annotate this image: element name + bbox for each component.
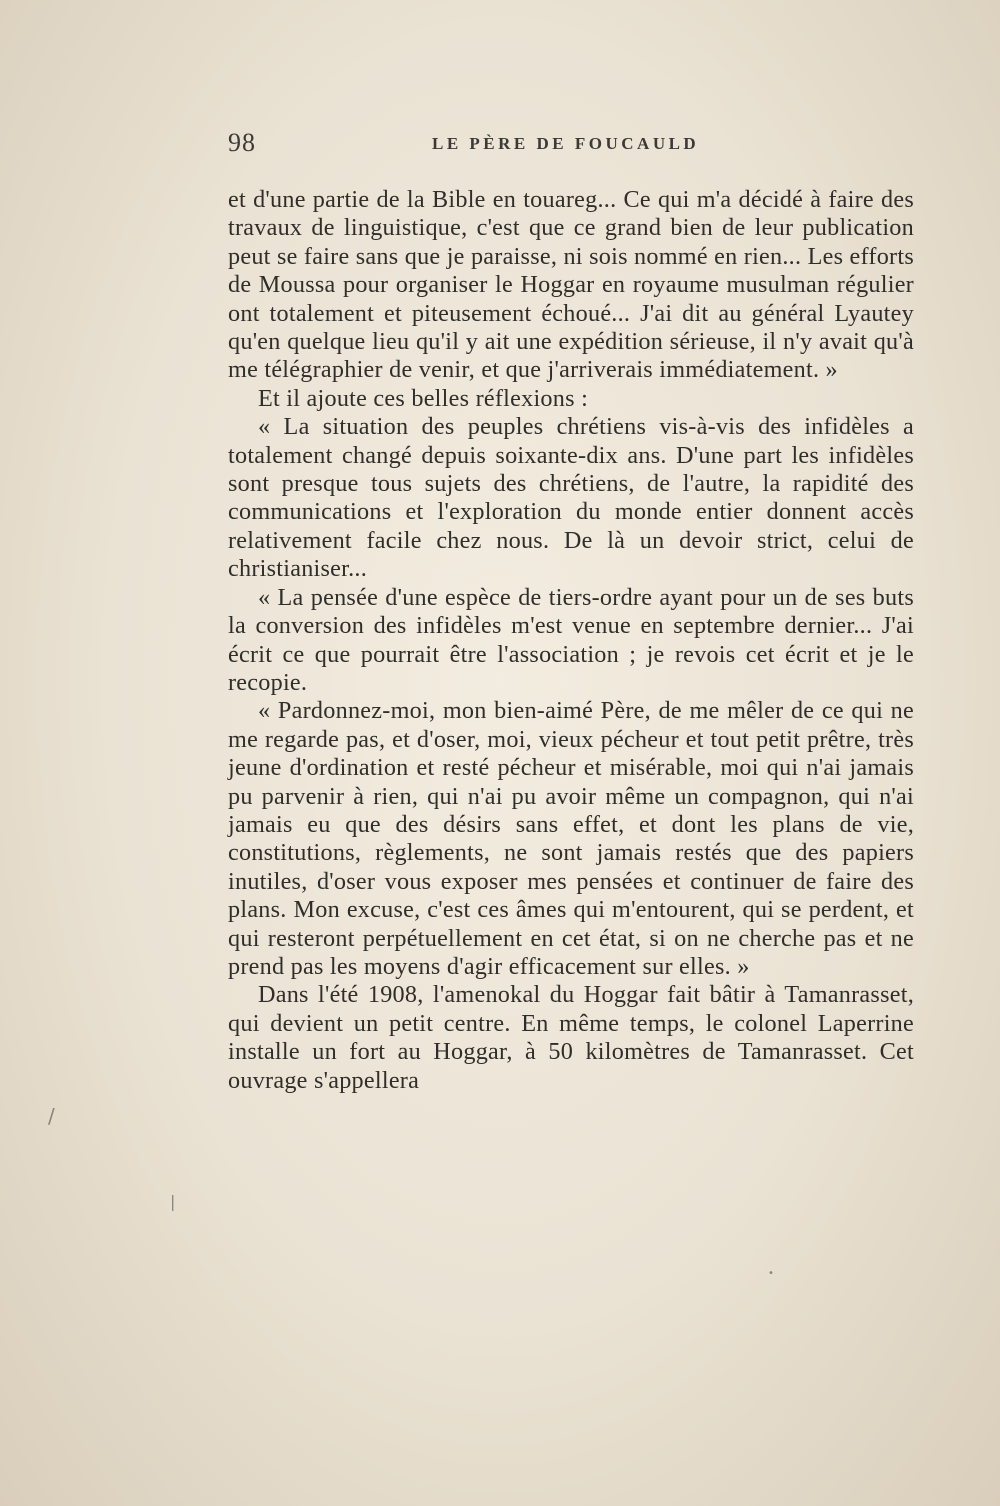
paragraph-1: et d'une partie de la Bible en touareg... Ce qui m'a décidé à faire des travaux de linguistique, c'est que ce grand bien de leur publication peut se faire sans que je paraisse, ni sois nommé en rien... Les efforts de Moussa pour organiser le Hoggar en royaume musulman régulier ont totalement et piteusement échoué... J'ai dit au général Lyautey qu'en quelque lieu qu'il y ait une expédition sérieuse, il n'y avait qu'à me télégraphier de venir, et que j'arriverais immédiatement. » xyxy=(228,186,914,384)
paragraph-3: « La situation des peuples chrétiens vis-à-vis des infidèles a totalement changé depuis soixante-dix ans. D'une part les infidèles sont presque tous sujets des chrétiens, de l'autre, la rapidité des communications et l'exploration du monde entier donnent accès relativement facile chez nous. De là un devoir strict, celui de christianiser... xyxy=(228,413,914,583)
running-title: LE PÈRE DE FOUCAULD xyxy=(432,134,700,153)
body-text xyxy=(228,186,914,1095)
paragraph-6: Dans l'été 1908, l'amenokal du Hoggar fait bâtir à Tamanrasset, qui devient un petit centre. En même temps, le colonel Laperrine installe un fort au Hoggar, à 50 kilomètres de Tamanrasset. Cet ouvrage s'appellera xyxy=(228,981,914,1094)
paper-speck: • xyxy=(768,1268,774,1279)
page-header xyxy=(228,128,918,168)
margin-speck: / xyxy=(48,1104,55,1128)
paragraph-4: « La pensée d'une espèce de tiers-ordre ayant pour un de ses buts la conversion des infidèles m'est venue en septembre dernier... J'ai écrit ce que pourrait être l'association ; je revois cet écrit et je le recopie. xyxy=(228,583,914,696)
page-number: 98 xyxy=(228,128,256,157)
paragraph-2: Et il ajoute ces belles réflexions : xyxy=(258,384,589,412)
margin-speck: | xyxy=(170,1192,176,1211)
paragraph-5: « Pardonnez-moi, mon bien-aimé Père, de me mêler de ce qui ne me regarde pas, et d'oser, moi, vieux pécheur et tout petit prêtre, très jeune d'ordination et resté pécheur et misérable, moi qui n'ai jamais pu parvenir à rien, qui n'ai pu avoir même un compagnon, qui n'ai jamais eu que des désirs sans effet, et dont les plans de vie, constitutions, règlements, ne sont jamais restés que des papiers inutiles, d'oser vous exposer mes pensées et continuer de faire des plans. Mon excuse, c'est ces âmes qui m'entourent, qui se perdent, et qui resteront perpétuellement en cet état, si on ne cherche pas et ne prend pas les moyens d'agir efficacement sur elles. » xyxy=(228,697,914,980)
